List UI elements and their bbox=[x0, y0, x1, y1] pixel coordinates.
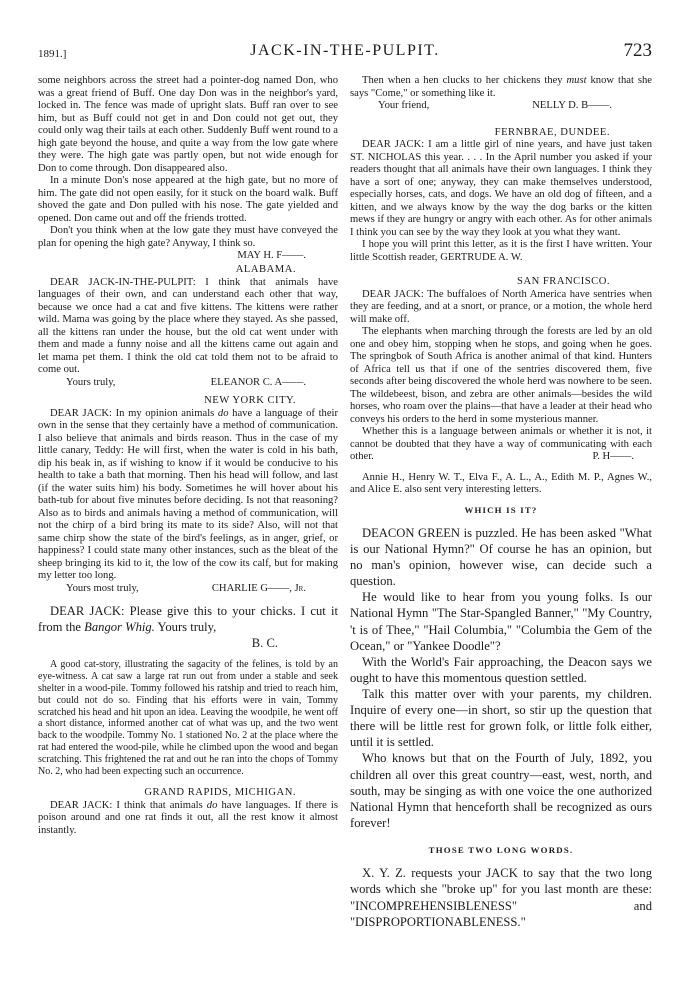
article-paragraph: With the World's Fair approaching, the Deacon says we ought to have this momentous question settled. bbox=[350, 654, 652, 685]
closing-phrase: Yours truly, bbox=[66, 376, 116, 388]
letter-place: FERNBRAE, DUNDEE. bbox=[494, 126, 610, 138]
letter-text: have languages. If there is poison around and one rat finds it out, all the rest know it almost instantly. bbox=[38, 799, 338, 836]
letter-text: Whether this is a language between animals or whether it is not, it cannot be doubted that they have a way of communicating with each other. bbox=[350, 426, 652, 462]
salutation: DEAR JACK: bbox=[50, 407, 112, 419]
salutation: DEAR JACK: bbox=[362, 288, 424, 300]
letter-text: I am a little girl of nine years, and have just taken ST. NICHOLAS this year. . . . In the April number you asked if your readers thought that all animals have their own languages. I think they have a sort of one; anyway, they can make themselves understood, especially horses, cats, and dogs. We have an old dog of fifteen, and a kitten, and we always know by the way the dog barks or the kitten mews if they are hungry or angry with each other. As for other animals I think you can see by the way they look at you what they want. bbox=[350, 139, 653, 238]
letter-text: Don't you think when at the low gate they must have conveyed the plan for opening the high gate? Anyway, I think so. bbox=[38, 225, 338, 249]
letter-text: I think that animals bbox=[112, 799, 207, 811]
closing-phrase: Your friend, bbox=[378, 100, 430, 111]
letter-place: ALABAMA. bbox=[235, 264, 296, 275]
signature: NELLY D. B——. bbox=[532, 100, 612, 111]
letter-text: DEAR JACK: Please give this to your chicks. I cut it from the bbox=[38, 604, 338, 635]
article-paragraph: DEACON GREEN is puzzled. He has been asked "What is our National Hymn?" Of course he has an opinion, but no man's opinion, however wise, can decide such a question. bbox=[350, 525, 652, 589]
letter-text: Yours truly, bbox=[154, 620, 217, 635]
section-heading: THOSE TWO LONG WORDS. bbox=[428, 844, 574, 855]
letter-text: Then when a hen clucks to her chickens they bbox=[362, 75, 567, 86]
letter-text: I hope you will print this letter, as it is the first I have written. Your little Scottish reader, bbox=[350, 239, 652, 263]
signature: ELEANOR C. A——. bbox=[210, 376, 306, 388]
letter-body bbox=[350, 289, 652, 327]
article-paragraph: Talk this matter over with your parents, my children. Inquire of every one—in short, so stir up the question that there will be little rest for grown folk, or little folk either, until it is settled. bbox=[350, 686, 652, 750]
letter-body bbox=[350, 239, 652, 264]
letter-paragraph bbox=[38, 225, 338, 261]
letter-body bbox=[38, 277, 338, 377]
letter-body bbox=[350, 139, 652, 239]
salutation: DEAR JACK: bbox=[362, 139, 425, 150]
letter-text: know that she says "Come," or something like it. bbox=[350, 75, 652, 99]
running-title: JACK-IN-THE-PULPIT. bbox=[250, 42, 440, 59]
right-column bbox=[350, 75, 652, 930]
signature: P. H——. bbox=[592, 451, 634, 462]
signature: MAY H. F——. bbox=[237, 250, 306, 261]
letter-body bbox=[38, 800, 338, 838]
article-paragraph: Who knows but that on the Fourth of July, 1892, you children all over this great country—east, west, north, and south, may be singing as with one voice the one authorized National Hymn that henceforth shall be recognized as ours forever! bbox=[350, 751, 652, 830]
salutation: DEAR JACK: bbox=[50, 799, 113, 811]
letter-place: GRAND RAPIDS, MICHIGAN. bbox=[144, 787, 296, 799]
letter-paragraph: The elephants when marching through the forests are led by an old one and obey him, stopping when he stops, and going when he goes. The springbok of South Africa is another animal of that kind. Hunters of Africa tell us that if one of the sentries discovered them, five seconds after being discovered the whole herd was nowhere to be seen. The wildebeest, bison, and zebra are other animals—besides the wild horses, who roam over the plains—that have a leader at their head who conveys his orders to the herd in some mysterious manner. bbox=[350, 326, 652, 425]
signature: CHARLIE G——, Jr. bbox=[211, 582, 306, 594]
other-letters-note: Annie H., Henry W. T., Elva F., A. L., A., Edith M. P., Agnes W., and Alice E. also sent very interesting letters. bbox=[350, 471, 652, 495]
signature: B. C. bbox=[251, 636, 278, 651]
letter-paragraph: In a minute Don's nose appeared at the high gate, but no more of him. The gate did not open easily, for it stuck on the board walk. Buff shoved the gate and Don pulled with his nose. The gate yielded and opened. Don came out and off the friends trotted. bbox=[38, 175, 338, 224]
article-paragraph: He would like to hear from you young folks. Is our National Hymn "The Star-Spangled Banner," "My Country, 't is of Thee," "Hail Columbia," "Columbia the Gem of the Ocean," or "Yankee Doodle"? bbox=[350, 590, 652, 653]
letter-closing bbox=[38, 377, 338, 390]
letter-paragraph: some neighbors across the street had a pointer-dog named Don, who was a great friend of Buff. One day Don was in the neighbor's yard, locked in. The fence was made of upright slats. Buff ran over to see him, but as Buff could not get in and Don could not get out, they could only wag their tails at each other. Suddenly Buff went round to a high gate beyond the house, and quite a way from the low gate where they were. The high gate was partly open, but not wide enough for Don to come through. Don disappeared also. bbox=[38, 75, 338, 174]
closing-phrase: Yours most truly, bbox=[66, 582, 139, 594]
cat-story: A good cat-story, illustrating the sagacity of the felines, is told by an eye-witness. A cat saw a large rat run out from under a stable and seek shelter in a wood-pile. Tommy followed his ratship and tried to reach him, but could not do so. Finding that his efforts were in vain, Tommy scratched his head and hit upon an idea. Leaving the woodpile, he went off a short distance, informed another cat of what was up, and the two went back to the woodpile. Tommy No. 1 stationed No. 2 at the place where the rat had entered the wood-pile, while he climbed upon the wood and began scratching. This frightened the rat and out he ran into the chops of Tommy No. 2, who had been expecting such an occurrence. bbox=[38, 659, 338, 777]
letter-text: In my opinion animals bbox=[111, 407, 218, 419]
emphasis: must bbox=[566, 75, 587, 86]
page-header bbox=[38, 40, 652, 68]
letter-closing bbox=[350, 100, 652, 113]
letter-text: have a language of their own in the sense that they certainly have a method of communication. I also believe that animals and birds reason. Thus in the case of my little canary, Teddy: He will first, when the water is cold in his bath, dip his beak in, as if wishing to know if it would be conducive to his health to take a bath that morning. Then his head will follow, and last (if the water suits him) his body. Sometimes he will hover about his bath-tub for about five minutes before deciding. Is not that reasoning? Also as to birds and animals having a method of communication, will not the chirp of a bird bring its mate to its side? Also, will not that same chirp show the state of the bird's feelings, as in anger, grief, or happiness? I could state many other instances, such as the bleat of the sheep bringing its kid to it, the low of the cow its calf, but for making my letter too long. bbox=[38, 407, 338, 581]
letter-body bbox=[350, 75, 652, 100]
left-column bbox=[38, 75, 338, 837]
letter-body bbox=[38, 408, 338, 583]
salutation: DEAR JACK-IN-THE-PULPIT: bbox=[50, 276, 196, 288]
letter-place: SAN FRANCISCO. bbox=[517, 276, 610, 287]
letter-text: The buffaloes of North America have sentries when they are feeding, and at a snort, or prance, or a motion, the whole herd will make off. bbox=[350, 288, 653, 325]
emphasis: do bbox=[217, 407, 229, 419]
letter-text: I think that animals have languages of their own, and can understand each other that way, because we once had a cat and five kittens. The kittens were rather wild. Mama was going by the place where they stayed. As she passed, all the kittens ran under the house, but the old cat went under with them and made a funny noise and all the kittens came out again and let mama pet them. I think the old cat told them not to be afraid to come out. bbox=[38, 276, 338, 375]
letter-place: NEW YORK CITY. bbox=[204, 395, 296, 406]
section-heading: WHICH IS IT? bbox=[464, 504, 538, 515]
emphasis: do bbox=[206, 799, 218, 811]
signature: GERTRUDE A. W. bbox=[440, 251, 523, 263]
issue-year: 1891.] bbox=[38, 48, 67, 60]
newspaper-name: Bangor Whig. bbox=[84, 620, 155, 635]
letter-closing bbox=[38, 583, 338, 596]
letter-paragraph bbox=[350, 426, 652, 464]
article-paragraph: X. Y. Z. requests your JACK to say that the two long words which she "broke up" for you last month are these: "INCOMPREHENSIBLENESS" and "DISPROPORTIONABLENESS." bbox=[350, 866, 652, 929]
page-number: 723 bbox=[623, 40, 652, 61]
clipping-note bbox=[38, 603, 338, 635]
